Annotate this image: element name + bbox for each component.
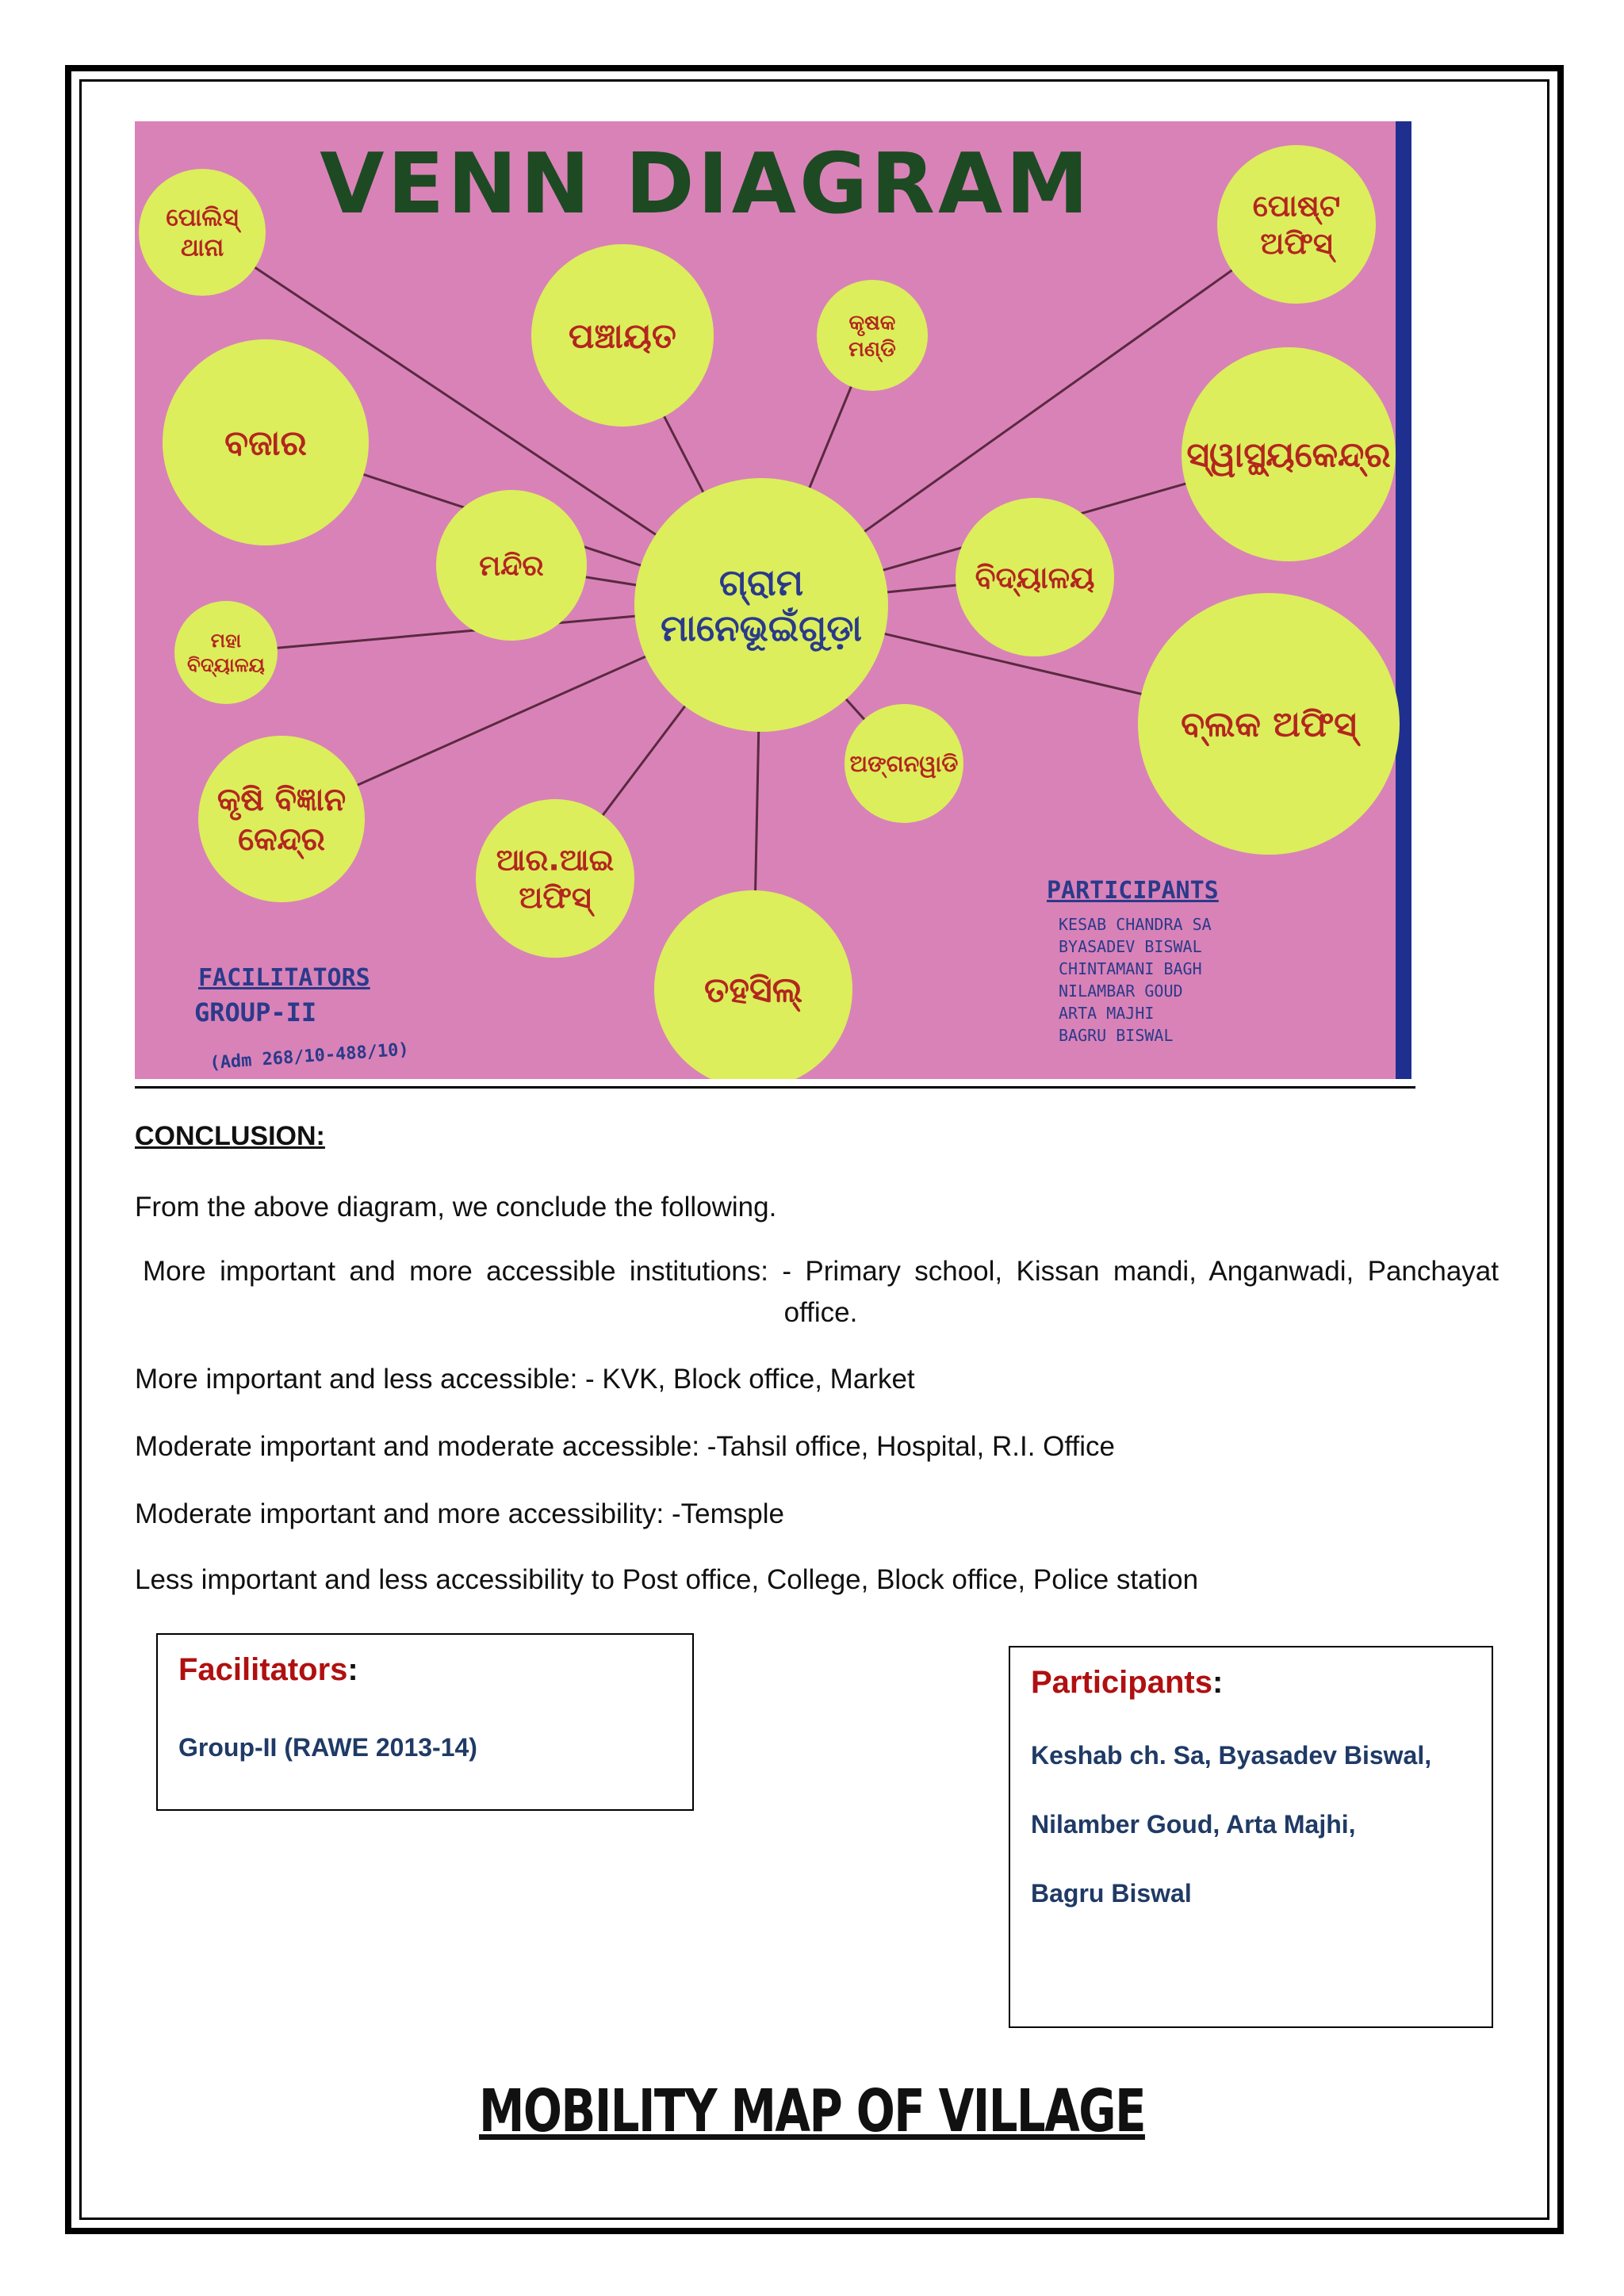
venn-institution-label: କେନ୍ଦ୍ର — [238, 821, 325, 858]
venn-institution-label: ଥାନା — [180, 234, 224, 262]
venn-diagram-photo — [135, 121, 1411, 1079]
participants-line-1: Keshab ch. Sa, Byasadev Biswal, — [1031, 1741, 1432, 1770]
venn-institution-circle — [139, 169, 266, 296]
poster-facilitators-heading: FACILITATORS — [198, 964, 370, 992]
facilitators-text: Group-II (RAWE 2013-14) — [178, 1733, 477, 1762]
poster-participant-name: KESAB CHANDRA SA — [1059, 915, 1212, 934]
poster-participant-name: CHINTAMANI BAGH — [1059, 959, 1202, 978]
conclusion-line-1: More important and more accessible institutions: - Primary school, Kissan mandi, Anganwadi, Panchayat office. — [143, 1256, 1499, 1328]
conclusion-line-5: Less important and less accessibility to Post office, College, Block office, Police station — [135, 1564, 1199, 1595]
participants-box — [1009, 1646, 1493, 2028]
venn-institution-label: ବିଦ୍ୟାଳୟ — [975, 560, 1095, 595]
venn-institution-label: ମଣ୍ଡି — [848, 336, 896, 362]
venn-institution-label: ବଜାର — [224, 423, 307, 464]
conclusion-line-4: Moderate important and more accessibility: -Temsple — [135, 1498, 784, 1529]
venn-institution-circle — [174, 601, 278, 704]
venn-institution-label: କୃଷକ — [848, 310, 896, 335]
venn-institution-circle — [476, 799, 634, 958]
venn-institution-circle — [817, 280, 928, 391]
venn-institution-label: ବିଦ୍ୟାଳୟ — [186, 653, 266, 677]
mobility-map-title: MOBILITY MAP OF VILLAGE — [479, 2077, 1145, 2145]
facilitators-box — [156, 1633, 694, 1811]
poster-title: VENN DIAGRAM — [320, 136, 1092, 232]
conclusion-line-2: More important and less accessible: - KVK, Block office, Market — [135, 1364, 915, 1395]
venn-institution-label: ସ୍ୱାସ୍ଥ୍ୟକେନ୍ଦ୍ର — [1186, 434, 1391, 476]
conclusion-heading: CONCLUSION: — [135, 1121, 325, 1151]
conclusion-intro: From the above diagram, we conclude the following. — [135, 1192, 777, 1223]
poster-participant-name: BYASADEV BISWAL — [1059, 937, 1202, 956]
venn-center-village-label: ମାନେଭୂଇଁଗୁଡ଼ା — [660, 606, 863, 649]
venn-institution-circle — [1217, 145, 1376, 304]
poster-participant-name: BAGRU BISWAL — [1059, 1026, 1174, 1045]
venn-institution-label: ମନ୍ଦିର — [479, 549, 544, 583]
participants-line-2: Nilamber Goud, Arta Majhi, — [1031, 1810, 1356, 1839]
participants-line-3: Bagru Biswal — [1031, 1879, 1192, 1908]
venn-institution-label: ଅଫିସ୍ — [519, 880, 592, 916]
conclusion-line-3: Moderate important and moderate accessible: -Tahsil office, Hospital, R.I. Office — [135, 1431, 1115, 1462]
venn-institution-label: ପୋଷ୍ଟ — [1252, 188, 1341, 224]
poster-facilitators-ids: (Adm 268/10-488/10) — [209, 1039, 410, 1073]
poster-participants-heading: PARTICIPANTS — [1047, 877, 1219, 905]
venn-institution-label: ମହା — [210, 629, 242, 652]
venn-institution-label: ପଞ୍ଚାୟତ — [568, 316, 677, 357]
venn-institution-label: ଆର.ଆଇ — [496, 842, 615, 878]
venn-institution-label: ପୋଲିସ୍ — [166, 204, 239, 232]
facilitators-title: Facilitators: — [178, 1652, 358, 1687]
venn-institution-label: ଅଙ୍ଗନୱାଡି — [849, 750, 959, 777]
poster-participant-name: NILAMBAR GOUD — [1059, 982, 1183, 1001]
poster-participant-name: ARTA MAJHI — [1059, 1004, 1155, 1023]
venn-institution-label: ତହସିଲ୍ — [704, 970, 802, 1011]
poster-facilitators-group: GROUP-II — [194, 997, 317, 1027]
venn-center-village-label: ଗ୍ରାମ — [718, 561, 804, 604]
photo-underline — [135, 1086, 1415, 1089]
venn-institution-label: ଅଫିସ୍ — [1260, 226, 1333, 262]
participants-title: Participants: — [1031, 1665, 1224, 1700]
venn-center-village-circle — [634, 478, 888, 732]
venn-institution-label: କୃଷି ବିଜ୍ଞାନ — [216, 782, 347, 819]
venn-institution-label: ବ୍ଲକ ଅଫିସ୍ — [1181, 704, 1357, 745]
venn-institution-circle — [198, 736, 365, 902]
